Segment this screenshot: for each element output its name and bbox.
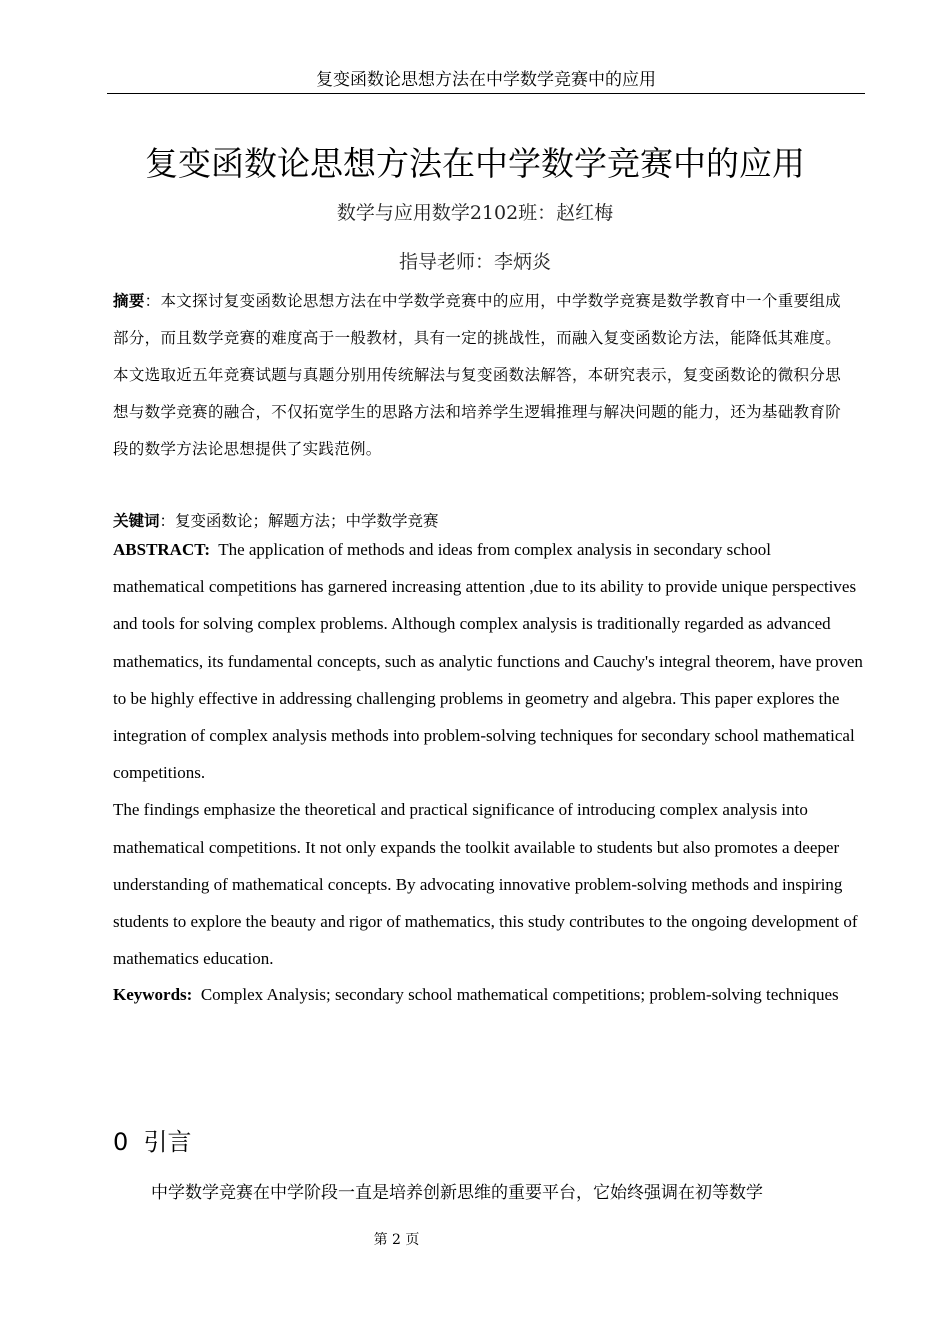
abstract-en-label: ABSTRACT:: [113, 540, 210, 559]
keywords-cn-text: 复变函数论；解题方法；中学数学竞赛: [175, 512, 439, 530]
paper-title: 复变函数论思想方法在中学数学竞赛中的应用: [145, 144, 805, 183]
abstract-chinese: [113, 283, 841, 468]
section-number: 0: [113, 1128, 129, 1156]
abstract-cn-label: 摘要: [113, 292, 145, 310]
advisor-line: 指导老师：李炳炎: [398, 251, 551, 273]
abstract-en-text-1: The application of methods and ideas from complex analysis in secondary school mathematical competitions has garnered increasing attention ,due to its ability to provide unique perspectives and tools for solving complex problems. Although complex analysis is traditionally regarded as advanced mathematics, its fundamental concepts, such as analytic functions and Cauchy's integral theorem, have proven to be highly effective in addressing challenging problems in geometry and algebra. This paper explores the integration of complex analysis methods into problem-solving techniques for secondary school mathematical competitions.: [113, 540, 863, 783]
abstract-english: [113, 531, 865, 977]
running-header-title: 复变函数论思想方法在中学数学竞赛中的应用: [316, 70, 656, 90]
running-header: [107, 68, 865, 94]
introduction-paragraph: 中学数学竞赛在中学阶段一直是培养创新思维的重要平台，它始终强调在初等数学: [151, 1183, 763, 1203]
abstract-cn-text: 本文探讨复变函数论思想方法在中学数学竞赛中的应用，中学数学竞赛是数学教育中一个重要组成部分，而且数学竞赛的难度高于一般教材，具有一定的挑战性，而融入复变函数论方法，能降低其难度。本文选取近五年竞赛试题与真题分别用传统解法与复变函数法解答，本研究表示，复变函数论的微积分思想与数学竞赛的融合，不仅拓宽学生的思路方法和培养学生逻辑推理与解决问题的能力，还为基础教育阶段的数学方法论思想提供了实践范例。: [113, 292, 841, 458]
abstract-en-paragraph-2: The findings emphasize the theoretical and practical significance of introducing complex analysis into mathematical competitions. It not only expands the toolkit available to students but also promotes a deeper understanding of mathematical concepts. By advocating innovative problem-solving methods and inspiring students to explore the beauty and rigor of mathematics, this study contributes to the ongoing development of mathematics education.: [113, 800, 858, 969]
page-number: 第 2 页: [373, 1232, 420, 1248]
section-heading-introduction: [113, 1124, 192, 1160]
keywords-cn-label: 关键词: [113, 512, 160, 530]
section-title: 引言: [143, 1128, 192, 1156]
keywords-cn-separator: ：: [159, 512, 176, 530]
keywords-en-label: Keywords:: [113, 985, 193, 1004]
abstract-cn-separator: ：: [144, 292, 161, 310]
author-line: 数学与应用数学2102班：赵红梅: [336, 202, 614, 224]
keywords-english: [113, 976, 859, 1013]
abstract-en-paragraph-1: [113, 531, 865, 791]
keywords-en-text: Complex Analysis; secondary school mathematical competitions; problem-solving techniques: [200, 985, 839, 1004]
